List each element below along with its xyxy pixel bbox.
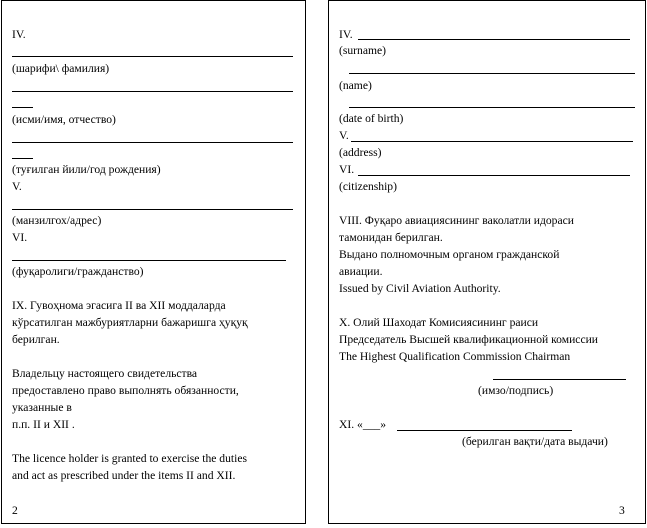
page-number: 3 bbox=[619, 504, 625, 517]
page-right bbox=[328, 0, 646, 524]
xi-label: XI. «___» bbox=[339, 418, 387, 431]
name-line bbox=[12, 91, 293, 92]
address-label: (манзилгох/адрес) bbox=[12, 214, 102, 227]
viii-text-line-3: Выдано полномочным органом гражданской bbox=[339, 248, 560, 261]
citizenship-label: (citizenship) bbox=[339, 180, 397, 193]
citizenship-label: (фуқаролиги/гражданство) bbox=[12, 265, 144, 278]
ru-text-line-2: предоставлено право выполнять обязанности, bbox=[12, 384, 239, 397]
issue-date-label: (берилган вақти/дата выдачи) bbox=[462, 435, 608, 448]
issue-date-line bbox=[397, 430, 572, 431]
name-line-tail bbox=[12, 107, 33, 108]
section-vi-label: VI. bbox=[12, 231, 28, 244]
citizenship-line bbox=[12, 260, 286, 261]
name-label: (name) bbox=[339, 79, 372, 92]
dob-label: (date of birth) bbox=[339, 112, 404, 125]
address-label: (address) bbox=[339, 146, 382, 159]
ru-text-line-4: п.п. II и XII . bbox=[12, 418, 75, 431]
x-text-line-3: The Highest Qualification Commission Chairman bbox=[339, 350, 571, 363]
name-line bbox=[349, 73, 635, 74]
dob-line bbox=[349, 107, 635, 108]
section-v-label: V. bbox=[339, 129, 349, 142]
surname-label: (surname) bbox=[339, 44, 386, 57]
surname-line bbox=[358, 39, 630, 40]
citizenship-line bbox=[358, 175, 630, 176]
address-line bbox=[12, 209, 293, 210]
x-text-line-1: X. Олий Шаходат Комисиясининг раиси bbox=[339, 316, 539, 329]
page-number: 2 bbox=[12, 504, 18, 517]
x-text-line-2: Председатель Высшей квалификационной комиссии bbox=[339, 333, 599, 346]
en-text-line-1: The licence holder is granted to exercise the duties bbox=[12, 452, 247, 465]
ix-text-line-3: берилган. bbox=[12, 333, 60, 346]
viii-text-line-5: Issued by Civil Aviation Authority. bbox=[339, 282, 501, 295]
signature-line bbox=[493, 379, 626, 380]
ix-text-line-2: кўрсатилган мажбуриятларни бажаришга ҳуқуқ bbox=[12, 316, 248, 329]
name-label: (исми/имя, отчество) bbox=[12, 113, 116, 126]
viii-text-line-2: тамонидан берилган. bbox=[339, 231, 443, 244]
surname-line bbox=[12, 56, 293, 57]
section-iv-label: IV. bbox=[12, 28, 26, 41]
signature-label: (имзо/подпись) bbox=[478, 384, 554, 397]
section-v-label: V. bbox=[12, 180, 22, 193]
section-vi-label: VI. bbox=[339, 163, 355, 176]
address-line bbox=[351, 141, 633, 142]
ix-text-line-1: IX. Гувоҳнома эгасига II ва XII моддаларда bbox=[12, 299, 226, 312]
ru-text-line-3: указанные в bbox=[12, 401, 72, 414]
viii-text-line-4: авиации. bbox=[339, 265, 383, 278]
viii-text-line-1: VIII. Фуқаро авиациясининг ваколатли идораси bbox=[339, 214, 574, 227]
birth-line-tail bbox=[12, 158, 33, 159]
birth-line bbox=[12, 142, 293, 143]
page-left bbox=[1, 0, 306, 524]
ru-text-line-1: Владельцу настоящего свидетельства bbox=[12, 367, 198, 380]
section-iv-label: IV. bbox=[339, 28, 353, 41]
surname-label: (шарифи\ фамилия) bbox=[12, 62, 110, 75]
en-text-line-2: and act as prescribed under the items II and XII. bbox=[12, 469, 236, 482]
birth-label: (туғилган йили/год рождения) bbox=[12, 163, 161, 176]
